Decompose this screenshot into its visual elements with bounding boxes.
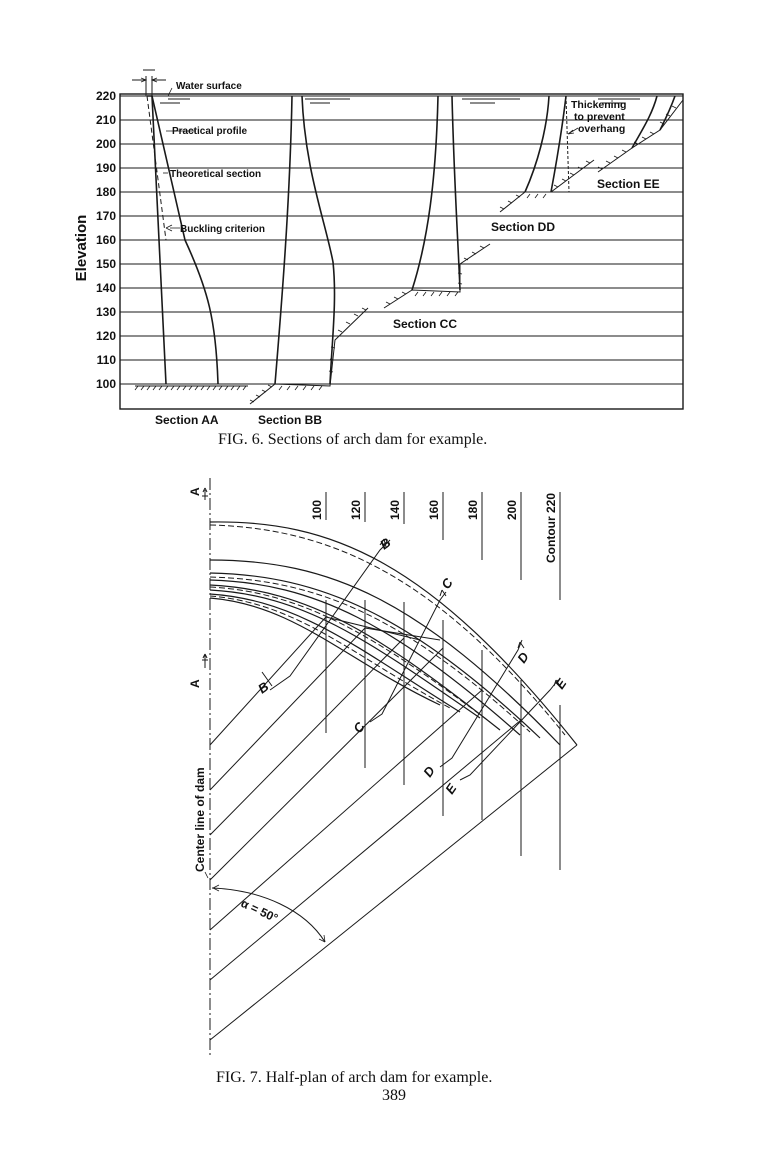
practical-profile-label: Practical profile — [172, 126, 248, 137]
y-tick: 110 — [96, 353, 116, 367]
y-tick: 100 — [95, 377, 116, 391]
y-tick: 130 — [95, 305, 116, 319]
cut-label: D — [420, 763, 438, 780]
contour-label: 180 — [466, 499, 480, 520]
y-tick-labels — [96, 89, 116, 391]
y-axis-label: Elevation — [73, 214, 90, 282]
fig6-sections-diagram — [73, 70, 683, 448]
y-tick: 200 — [95, 137, 116, 151]
fig6-frame — [120, 94, 683, 409]
bb-hatch — [250, 308, 366, 402]
y-tick: 220 — [95, 89, 116, 103]
fig6-caption: FIG. 6. Sections of arch dam for example. — [218, 431, 488, 448]
water-surface-marker — [132, 70, 166, 96]
y-tick: 210 — [95, 113, 116, 127]
y-tick: 160 — [95, 233, 116, 247]
y-tick: 190 — [95, 161, 116, 175]
section-ee-label: Section EE — [597, 177, 660, 191]
y-tick: 170 — [95, 209, 116, 223]
water-surface-leader — [168, 88, 172, 96]
y-tick: 140 — [95, 281, 116, 295]
a-label-top: A — [188, 487, 202, 496]
y-tick: 120 — [95, 329, 116, 343]
bb-foundation — [250, 308, 368, 404]
contour-label: 200 — [505, 499, 519, 520]
buckling-criterion-label: Buckling criterion — [180, 224, 266, 235]
section-cuts — [262, 539, 560, 780]
contour-label: 120 — [349, 499, 363, 520]
thickening-line-2: to prevent — [574, 111, 625, 123]
thickening-label — [571, 99, 626, 135]
cut-label: D — [514, 649, 532, 666]
section-bb — [250, 96, 368, 404]
fig7-half-plan-diagram — [188, 478, 577, 1104]
contour-label: 160 — [427, 499, 441, 520]
cut-label: B — [255, 678, 272, 697]
thickening-leader — [568, 128, 578, 134]
cc-foundation — [384, 244, 490, 308]
cc-hatch — [386, 246, 484, 304]
center-line-label: Center line of dam — [193, 767, 207, 872]
fig7-caption: FIG. 7. Half-plan of arch dam for example. — [216, 1069, 493, 1086]
contour-label: Contour 220 — [544, 492, 558, 563]
cut-label: C — [350, 719, 368, 736]
water-surface-label: Water surface — [176, 81, 242, 92]
a-mark-top — [202, 488, 208, 500]
y-tick: 180 — [95, 185, 116, 199]
a-mark-bottom — [202, 654, 208, 668]
elevation-gridlines — [120, 96, 683, 384]
y-tick: 150 — [95, 257, 116, 271]
cut-label: E — [552, 676, 570, 692]
cut-d — [440, 640, 522, 767]
cut-label: C — [438, 575, 456, 592]
section-dd-label: Section DD — [491, 220, 556, 234]
contour-label: 100 — [310, 499, 324, 520]
buckling-criterion-leader — [166, 225, 180, 231]
a-label-bottom: A — [188, 679, 202, 688]
theoretical-section-label: Theoretical section — [170, 169, 262, 180]
section-cc-label: Section CC — [393, 317, 458, 331]
thickening-line-3: overhang — [578, 123, 626, 135]
cut-label: E — [442, 781, 460, 797]
contour-label: 140 — [388, 499, 402, 520]
page-number: 389 — [382, 1087, 406, 1104]
section-cc — [384, 96, 490, 308]
thickening-line-1: Thickening — [571, 99, 627, 111]
cut-label: B — [377, 534, 394, 553]
aa-hatch — [135, 386, 246, 390]
cc-downstream-face — [452, 96, 460, 290]
angle-label: α = 50° — [238, 896, 281, 926]
water-surface-marks — [160, 99, 640, 103]
cc-upstream-face — [412, 96, 438, 290]
section-bb-label: Section BB — [258, 413, 323, 427]
section-aa-label: Section AA — [155, 413, 219, 427]
